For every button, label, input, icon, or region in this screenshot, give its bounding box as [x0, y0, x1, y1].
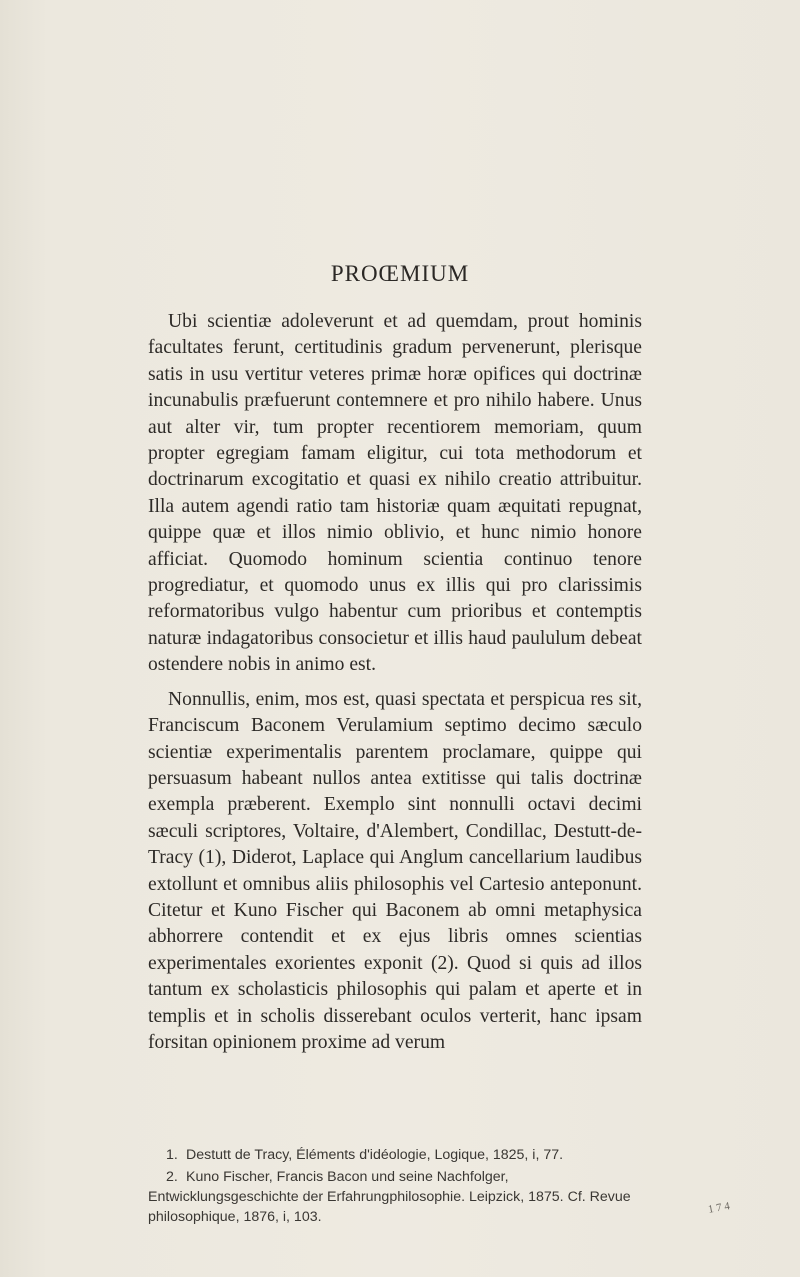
- paragraph-2: Nonnullis, enim, mos est, quasi spectata et perspicua res sit, Franciscum Baconem Verulamium septimo decimo sæculo scientiæ experimentalis parentem proclamare, quippe qui persuasum habeant nullos antea extitisse qui talis doctrinæ exempla præberent. Exemplo sint nonnulli octavi decimi sæculi scriptores, Voltaire, d'Alembert, Condillac, Destutt-de-Tracy (1), Diderot, Laplace qui Anglum cancellarium laudibus extollunt et omnibus aliis philosophis vel Cartesio anteponunt. Citetur et Kuno Fischer qui Baconem ab omni metaphysica abhorrere contendit et ex ejus libris omnes scientias experimentales exorientes exponit (2). Quod si quis ad illos tantum ex scholasticis philosophis qui palam et aperte et in templis et in scholis disserebant oculos verterit, hanc ipsam forsitan opinionem proxime ad verum: [148, 688, 642, 1053]
- footnotes: [148, 1145, 648, 1227]
- footnote-number: 2.: [166, 1169, 178, 1185]
- footnote-1: [148, 1145, 648, 1165]
- footnote-2: [148, 1167, 648, 1227]
- footnote-text: Kuno Fischer, Francis Bacon und seine Nachfolger, Entwicklungsgeschichte der Erfahrungphilosophie. Leipzick, 1875. Cf. Revue philosophique, 1876, i, 103.: [148, 1169, 631, 1225]
- body-text: [148, 309, 642, 1056]
- footnote-text: Destutt de Tracy, Éléments d'idéologie, Logique, 1825, i, 77.: [186, 1147, 564, 1163]
- footnote-number: 1.: [166, 1147, 178, 1163]
- paragraph-1: Ubi scientiæ adoleverunt et ad quemdam, prout hominis facultates ferunt, certitudinis gradum pervenerunt, plerisque satis in usu vertitur veteres primæ horæ opifices qui doctrinæ incunabulis præfuerunt contemnere et pro nihilo habere. Unus aut alter vir, tum propter recentiorem memoriam, quum propter egregiam famam eligitur, cui tota methodorum et doctrinarum excogitatio et quasi ex nihilo creatio attribuitur. Illa autem agendi ratio tam historiæ quam æquitati repugnat, quippe quæ et illos nimio oblivio, et hunc nimio honore afficiat. Quomodo hominum scientia continuo tenore progrediatur, et quomodo unus ex illis qui pro clarissimis reformatoribus vulgo habentur cum prioribus et contemptis naturæ indagatoribus consocietur et illis haud paululum debeat ostendere nobis in animo est.: [148, 311, 642, 676]
- page-title: PROŒMIUM: [330, 261, 470, 286]
- stamp-mark: 1 7 4: [707, 1200, 731, 1216]
